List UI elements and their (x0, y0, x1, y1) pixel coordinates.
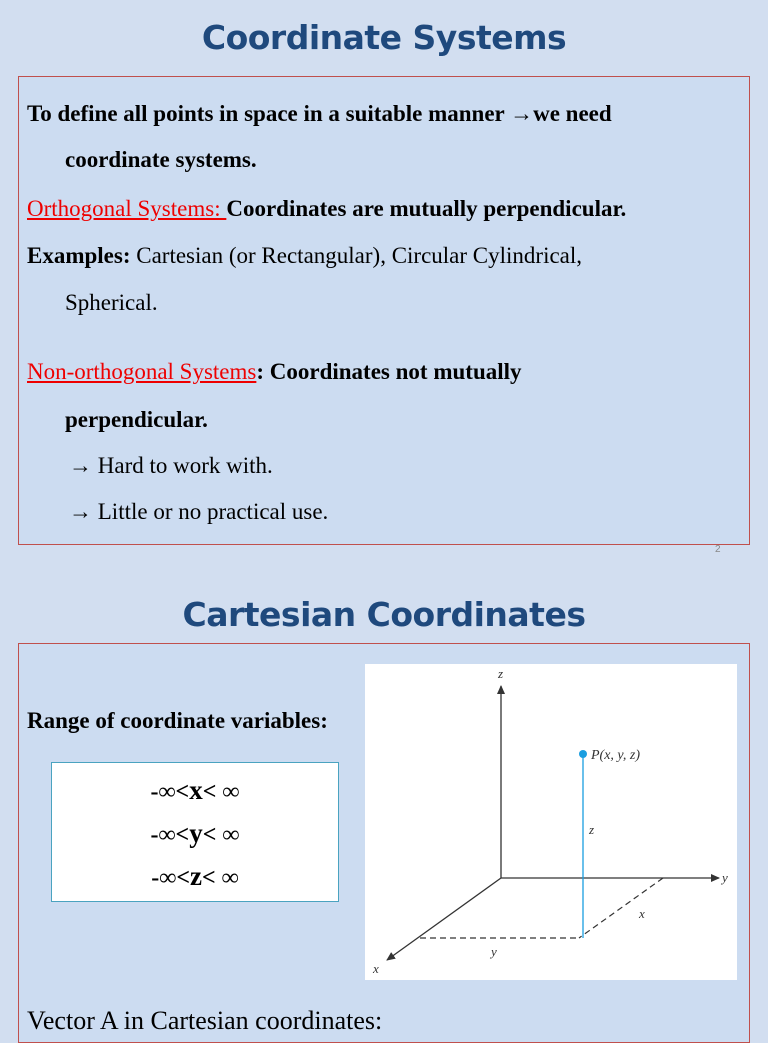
cartesian-figure (365, 664, 737, 980)
range-label: Range of coordinate variables: (27, 708, 328, 733)
slide-number: 2 (715, 544, 721, 555)
non-orthogonal-line-2: perpendicular. (65, 407, 208, 432)
y-axis-label: y (722, 870, 728, 885)
x-axis-label: x (373, 961, 379, 976)
orthogonal-text: Coordinates are mutually perpendicular. (226, 196, 627, 221)
point-hard-to-work: → Hard to work with. (69, 453, 273, 478)
orthogonal-label: Orthogonal Systems: (27, 196, 227, 221)
content-box-2 (18, 643, 750, 1043)
content-box-1 (18, 76, 750, 545)
non-orthogonal-label: Non-orthogonal Systems (27, 359, 257, 384)
point-label: P(x, y, z) (591, 748, 640, 763)
cartesian-diagram (365, 664, 737, 980)
slide-title-coordinate-systems: Coordinate Systems (201, 18, 567, 57)
intro-line-2: coordinate systems. (65, 147, 257, 172)
examples-line (27, 243, 582, 269)
dim-x-label: x (639, 906, 645, 921)
range-x: -∞<x< ∞ (150, 775, 240, 805)
point-little-use: → Little or no practical use. (69, 499, 329, 524)
range-z: -∞<z< ∞ (151, 861, 239, 891)
non-orthogonal-text: : Coordinates not mutually (256, 359, 522, 384)
non-orthogonal-line (27, 359, 522, 385)
dim-z-label: z (589, 822, 595, 837)
examples-label: Examples: (27, 243, 131, 268)
range-box (51, 762, 339, 902)
z-axis-label: z (498, 666, 504, 681)
point-p (579, 750, 587, 758)
x-axis (387, 878, 501, 960)
examples-text: Cartesian (or Rectangular), Circular Cylindrical, (130, 243, 583, 268)
vector-a-text: Vector A in Cartesian coordinates: (27, 1006, 383, 1035)
intro-line-1: To define all points in space in a suitable manner →we need (27, 101, 612, 126)
slide-title-cartesian: Cartesian Coordinates (182, 595, 586, 634)
examples-line-2: Spherical. (65, 290, 158, 315)
orthogonal-line (27, 196, 626, 222)
dashed-x-projection (579, 878, 663, 938)
dim-y-label: y (491, 944, 497, 959)
range-y: -∞<y< ∞ (150, 818, 240, 848)
